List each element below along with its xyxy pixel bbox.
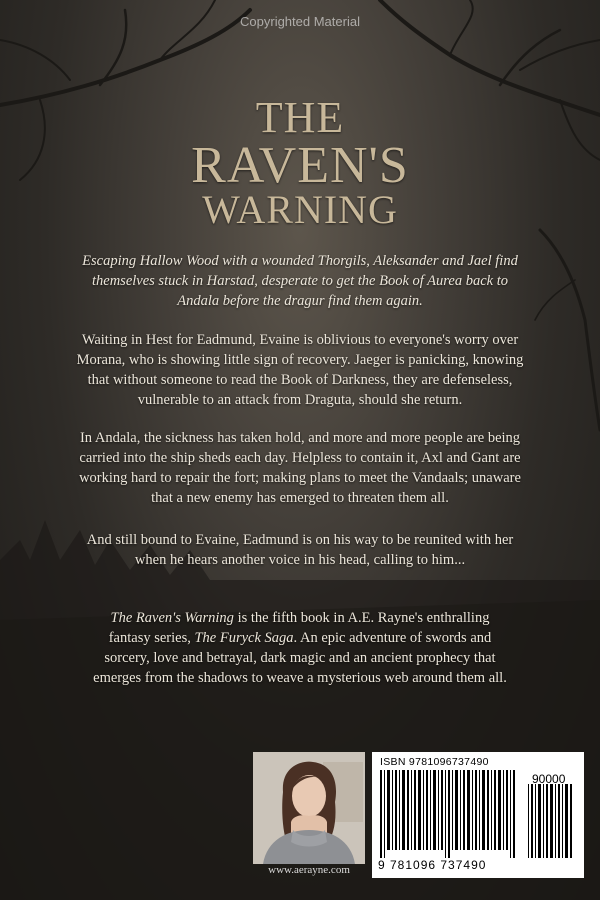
barcode <box>372 752 584 878</box>
isbn-label: ISBN 9781096737490 <box>380 756 489 768</box>
price-code: 90000 <box>532 772 566 786</box>
blurb-paragraph-1: Escaping Hallow Wood with a wounded Thorgils, Aleksander and Jael find themselves stuck in Harstad, desperate to get the Book of Aurea back to Andala before the dragur find them again. <box>82 253 518 309</box>
book-title-inline: The Raven's Warning <box>110 610 234 626</box>
blurb-paragraph-5 <box>90 608 510 688</box>
blurb-text-part-2: . An epic adventure of swords and sorcery, love and betrayal, dark magic and an ancient prophecy that emerges from the shadows to weave a mysterious web around them all. <box>93 630 507 686</box>
author-photo <box>253 752 365 864</box>
blurb-paragraph-3: In Andala, the sickness has taken hold, and more and more people are being carried into the ship sheds each day. Helpless to contain it, Axl and Gant are working hard to repair the fort; making plans to meet the Vandaals; unaware that a new enemy has emerged to threaten them all. <box>79 430 521 506</box>
title-line-2: RAVEN'S <box>191 137 409 194</box>
author-website: www.aerayne.com <box>268 864 350 876</box>
title-line-1: THE <box>255 93 345 142</box>
title-line-3: WARNING <box>202 187 398 232</box>
isbn-digits: 9 781096 737490 <box>378 858 487 872</box>
author-portrait-icon <box>253 752 365 864</box>
blurb-text-part-1: is the fifth book in A.E. Rayne's enthralling fantasy series, <box>108 610 490 646</box>
blurb-paragraph-2: Waiting in Hest for Eadmund, Evaine is oblivious to everyone's worry over Morana, who is showing little sign of recovery. Jaeger is panicking, knowing that without someone to read the Book of Darkness, they are defenseless, vulnerable to an attack from Draguta, should she return. <box>76 332 524 408</box>
copyright-watermark: Copyrighted Material <box>240 14 360 29</box>
series-title-inline: The Furyck Saga <box>194 630 294 646</box>
blurb-paragraph-4: And still bound to Evaine, Eadmund is on his way to be reunited with her when he hears another voice in his head, calling to him... <box>86 532 514 568</box>
